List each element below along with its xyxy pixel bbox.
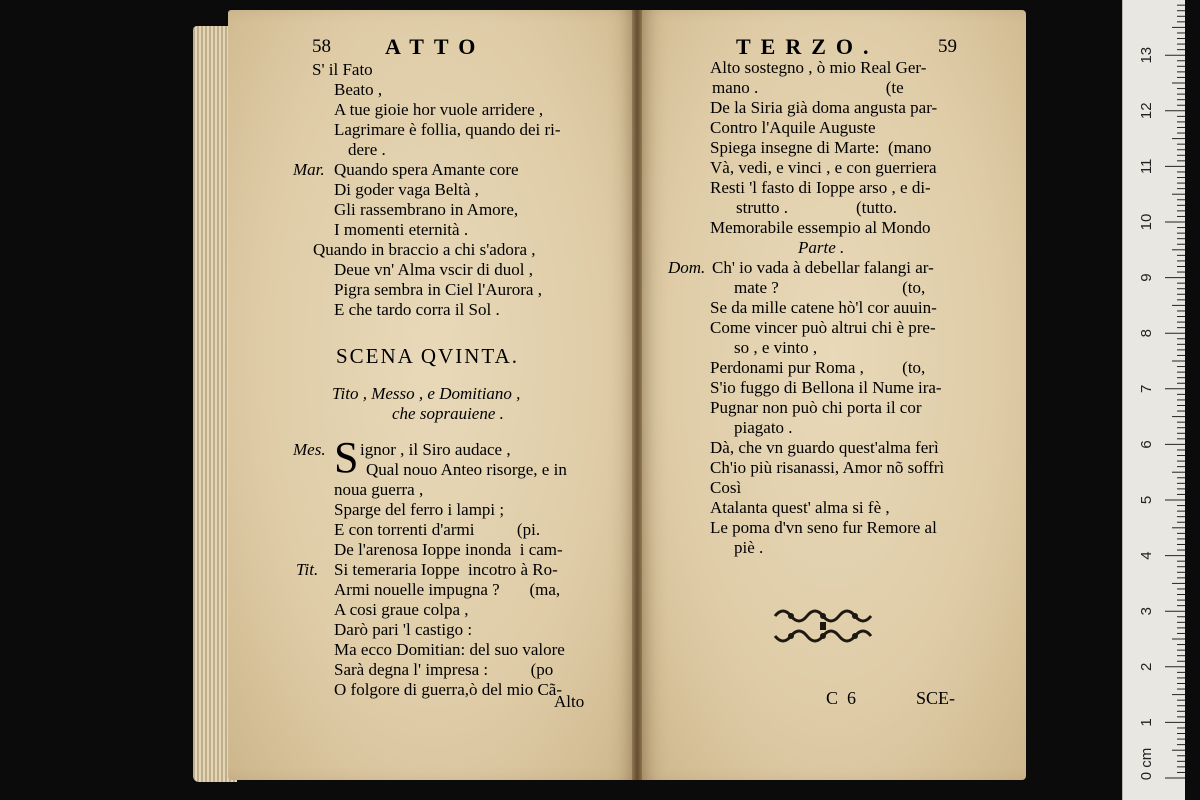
ruler-number: 4: [1138, 551, 1155, 560]
scene-cast-line: che soprauiene .: [392, 404, 504, 423]
drop-capital: S: [334, 433, 359, 482]
stage-direction: Parte .: [798, 238, 845, 257]
right-line: Contro l'Aquile Auguste: [710, 118, 876, 137]
left-page-number: 58: [312, 36, 331, 57]
left-line: Quando spera Amante core: [334, 160, 519, 179]
right-line: Memorabile essempio al Mondo: [710, 218, 931, 237]
left-line: Gli rassembrano in Amore,: [334, 200, 519, 219]
right-line: piè .: [734, 538, 764, 557]
ruler-number: 13: [1138, 46, 1155, 64]
scene-cast-line: Tito , Messo , e Domitiano ,: [332, 384, 521, 403]
left-line: Lagrimare è follia, quando dei ri-: [334, 120, 561, 139]
right-line: Così: [710, 478, 742, 497]
left-line: Darò pari 'l castigo :: [334, 620, 473, 639]
right-line: mate ? (to,: [734, 278, 926, 297]
right-line: Le poma d'vn seno fur Remore al: [710, 518, 937, 537]
ruler-number: 5: [1138, 495, 1155, 505]
left-line: Qual nouo Anteo risorge, e in: [366, 460, 567, 479]
right-line: Come vincer può altrui chi è pre-: [710, 318, 936, 337]
right-line: Và, vedi, e vinci , e con guerriera: [710, 158, 937, 177]
left-line: Quando in braccio a chi s'adora ,: [313, 240, 536, 259]
catchword-right: SCE-: [916, 688, 956, 708]
right-line: piagato .: [734, 418, 793, 437]
ruler-ticks: [1123, 0, 1185, 800]
right-line: Dà, che vn guardo quest'alma ferì: [710, 438, 939, 457]
measuring-ruler: [1122, 0, 1185, 800]
speaker-label: Tit.: [296, 560, 319, 579]
printer-ornament: [770, 604, 880, 648]
ruler-number: 9: [1138, 273, 1155, 282]
right-line: Ch'io più risanassi, Amor nõ soffrì: [710, 458, 945, 477]
ruler-number: 6: [1138, 440, 1155, 449]
left-line: dere .: [348, 140, 386, 159]
right-line: Spiega insegne di Marte: (mano: [710, 138, 932, 157]
right-line: Atalanta quest' alma si fè ,: [710, 498, 890, 517]
right-line: Se da mille catene hò'l cor auuin-: [710, 298, 937, 317]
left-line: Beato ,: [334, 80, 383, 99]
left-line: Di goder vaga Beltà ,: [334, 180, 479, 199]
left-line: Ma ecco Domitian: del suo valore: [334, 640, 565, 659]
right-line: S'io fuggo di Bellona il Nume ira-: [710, 378, 942, 397]
ruler-number: 3: [1138, 607, 1155, 616]
right-line: strutto . (tutto.: [736, 198, 898, 217]
ruler-number: 8: [1138, 329, 1155, 338]
right-line: De la Siria già doma angusta par-: [710, 98, 938, 117]
left-line: noua guerra ,: [334, 480, 424, 499]
left-line: E che tardo corra il Sol .: [334, 300, 500, 319]
ruler-number: 1: [1138, 718, 1155, 727]
catchword-left: Alto: [554, 692, 585, 711]
right-page-number: 59: [938, 36, 957, 57]
ruler-number: 2: [1138, 662, 1155, 671]
right-line: mano . (te: [712, 78, 904, 97]
speaker-label: Mes.: [293, 440, 326, 459]
left-line: S' il Fato: [312, 60, 373, 79]
left-line: De l'arenosa Ioppe inonda i cam-: [334, 540, 563, 559]
left-line: E con torrenti d'armi (pi.: [334, 520, 541, 539]
right-line: Perdonami pur Roma , (to,: [710, 358, 926, 377]
right-running-head: TERZO.: [736, 34, 879, 59]
ruler-number: 0 cm: [1138, 747, 1155, 781]
left-line: Pigra sembra in Ciel l'Aurora ,: [334, 280, 542, 299]
left-line: A tue gioie hor vuole arridere ,: [334, 100, 544, 119]
left-line: O folgore di guerra,ò del mio Cã-: [334, 680, 563, 699]
left-line: Deue vn' Alma vscir di duol ,: [334, 260, 534, 279]
right-line: Alto sostegno , ò mio Real Ger-: [710, 58, 927, 77]
right-line: Resti 'l fasto di Ioppe arso , e di-: [710, 178, 931, 197]
right-line: Ch' io vada à debellar falangi ar-: [712, 258, 934, 277]
ruler-number: 12: [1138, 102, 1155, 120]
speaker-label: Mar.: [293, 160, 325, 179]
scene-title: SCENA QVINTA.: [336, 344, 519, 368]
left-line: Si temeraria Ioppe incotro à Ro-: [334, 560, 558, 579]
book-gutter: [632, 10, 642, 780]
left-line: A cosi graue colpa ,: [334, 600, 469, 619]
left-line: ignor , il Siro audace ,: [360, 440, 511, 459]
left-running-head: ATTO: [385, 34, 486, 59]
left-line: I momenti eternità .: [334, 220, 469, 239]
signature-mark: C 6: [826, 688, 857, 708]
ruler-number: 11: [1138, 158, 1155, 175]
speaker-label: Dom.: [668, 258, 706, 277]
left-line: Sarà degna l' impresa : (po: [334, 660, 554, 679]
left-line: Sparge del ferro i lampi ;: [334, 500, 505, 519]
right-line: Pugnar non può chi porta il cor: [710, 398, 922, 417]
right-line: so , e vinto ,: [734, 338, 818, 357]
ruler-number: 7: [1138, 384, 1155, 393]
ruler-number: 10: [1138, 213, 1155, 231]
left-line: Armi nouelle impugna ? (ma,: [334, 580, 561, 599]
